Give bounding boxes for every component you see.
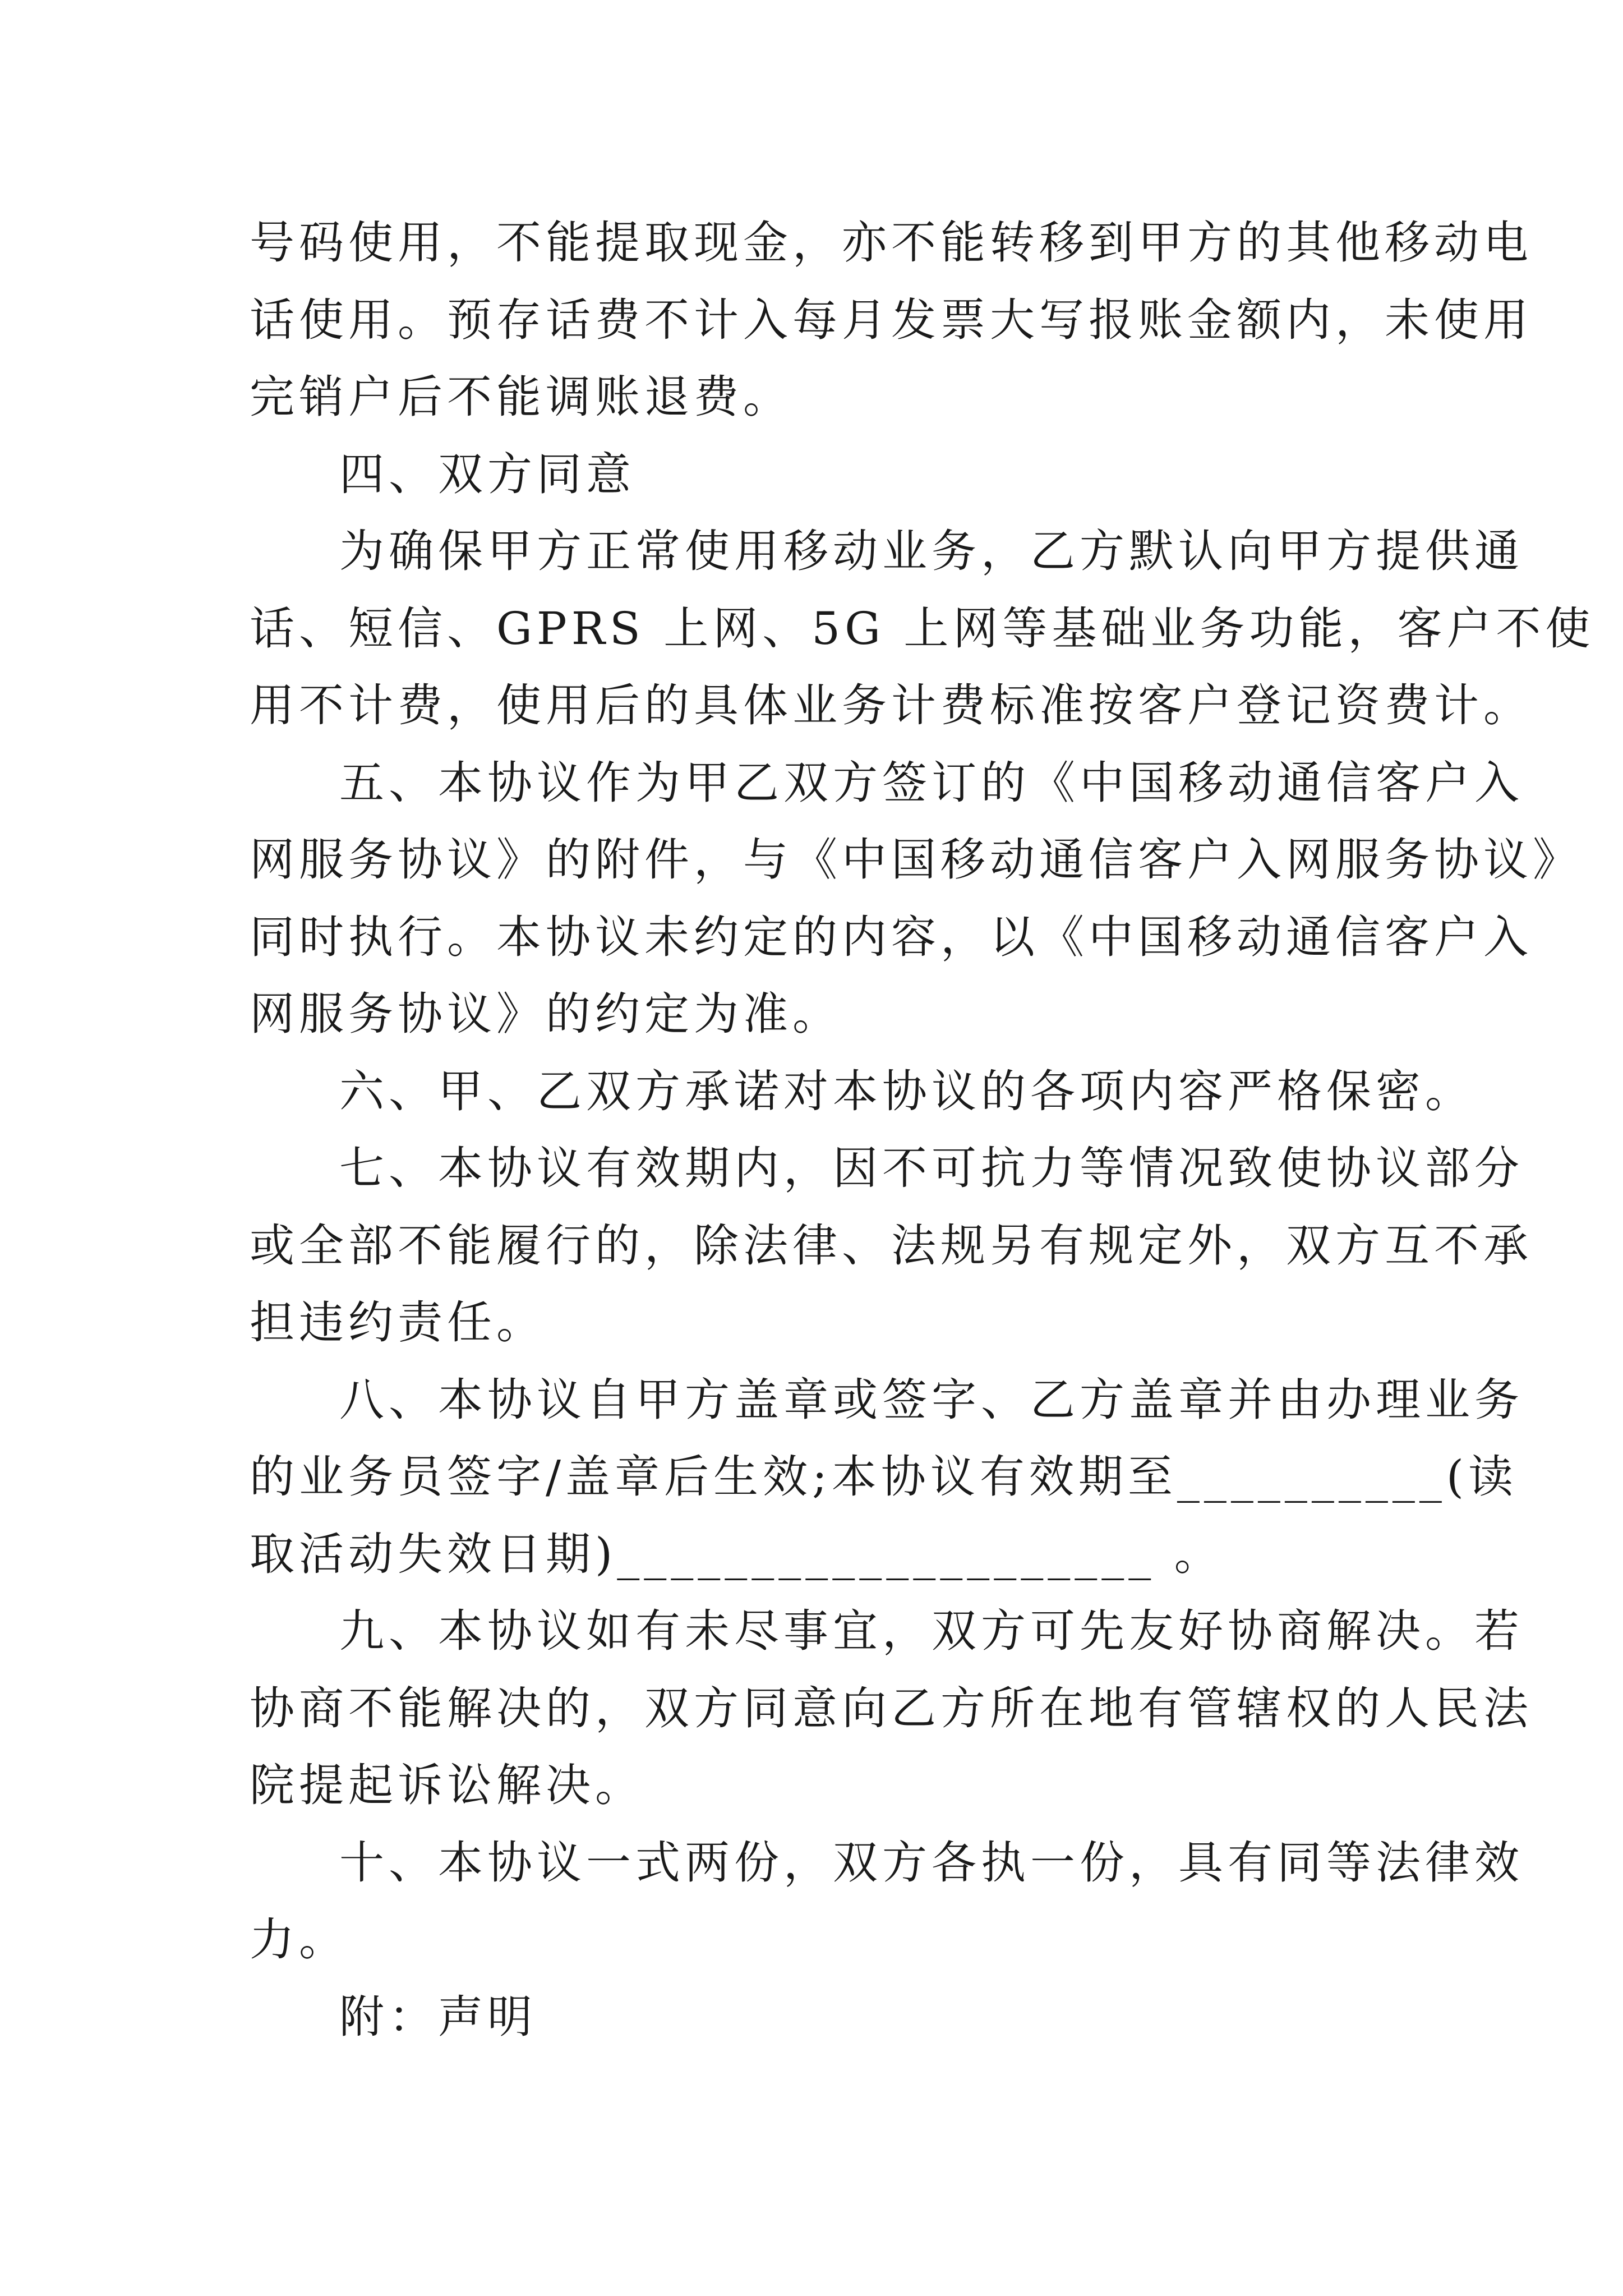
text-line: 网服务协议》的附件，与《中国移动通信客户入网服务协议》 [250, 834, 1582, 886]
text-line: 力。 [250, 1913, 348, 1966]
text-line: 院提起诉讼解决。 [250, 1759, 644, 1811]
text-line: 五、本协议作为甲乙双方签订的《中国移动通信客户入 [339, 756, 1524, 809]
text-line: 八、本协议自甲方盖章或签字、乙方盖章并由办理业务 [339, 1373, 1524, 1426]
text-line: 九、本协议如有未尽事宜，双方可先友好协商解决。若 [339, 1605, 1524, 1657]
text-line: 话使用。预存话费不计入每月发票大写报账金额内，未使用 [250, 293, 1533, 346]
text-line: 六、甲、乙双方承诺对本协议的各项内容严格保密。 [339, 1065, 1474, 1117]
text-line: 同时执行。本协议未约定的内容，以《中国移动通信客户入 [250, 910, 1533, 963]
document-body [250, 204, 1595, 2055]
text-line: 网服务协议》的约定为准。 [250, 988, 842, 1040]
attachment-label: 附：声明 [339, 1990, 537, 2043]
text-line: 话、短信、GPRS 上网、5G 上网等基础业务功能，客户不使 [250, 602, 1595, 655]
text-line: 协商不能解决的，双方同意向乙方所在地有管辖权的人民法 [250, 1682, 1533, 1734]
text-line: 为确保甲方正常使用移动业务，乙方默认向甲方提供通 [339, 525, 1524, 577]
text-line: 或全部不能履行的，除法律、法规另有规定外，双方互不承 [250, 1219, 1533, 1272]
text-line: 用不计费，使用后的具体业务计费标准按客户登记资费计。 [250, 679, 1533, 731]
text-line: 十、本协议一式两份，双方各执一份，具有同等法律效 [339, 1836, 1524, 1889]
text-line: 号码使用，不能提取现金，亦不能转移到甲方的其他移动电 [250, 217, 1533, 269]
section-heading: 四、双方同意 [339, 448, 635, 500]
text-line: 担违约责任。 [250, 1296, 546, 1349]
text-line: 七、本协议有效期内，因不可抗力等情况致使协议部分 [339, 1142, 1524, 1194]
text-line: 的业务员签字/盖章后生效;本协议有效期至__________(读 [250, 1451, 1518, 1503]
text-line: 完销户后不能调账退费。 [250, 371, 792, 423]
text-line: 取活动失效日期)____________________ 。 [250, 1527, 1224, 1580]
